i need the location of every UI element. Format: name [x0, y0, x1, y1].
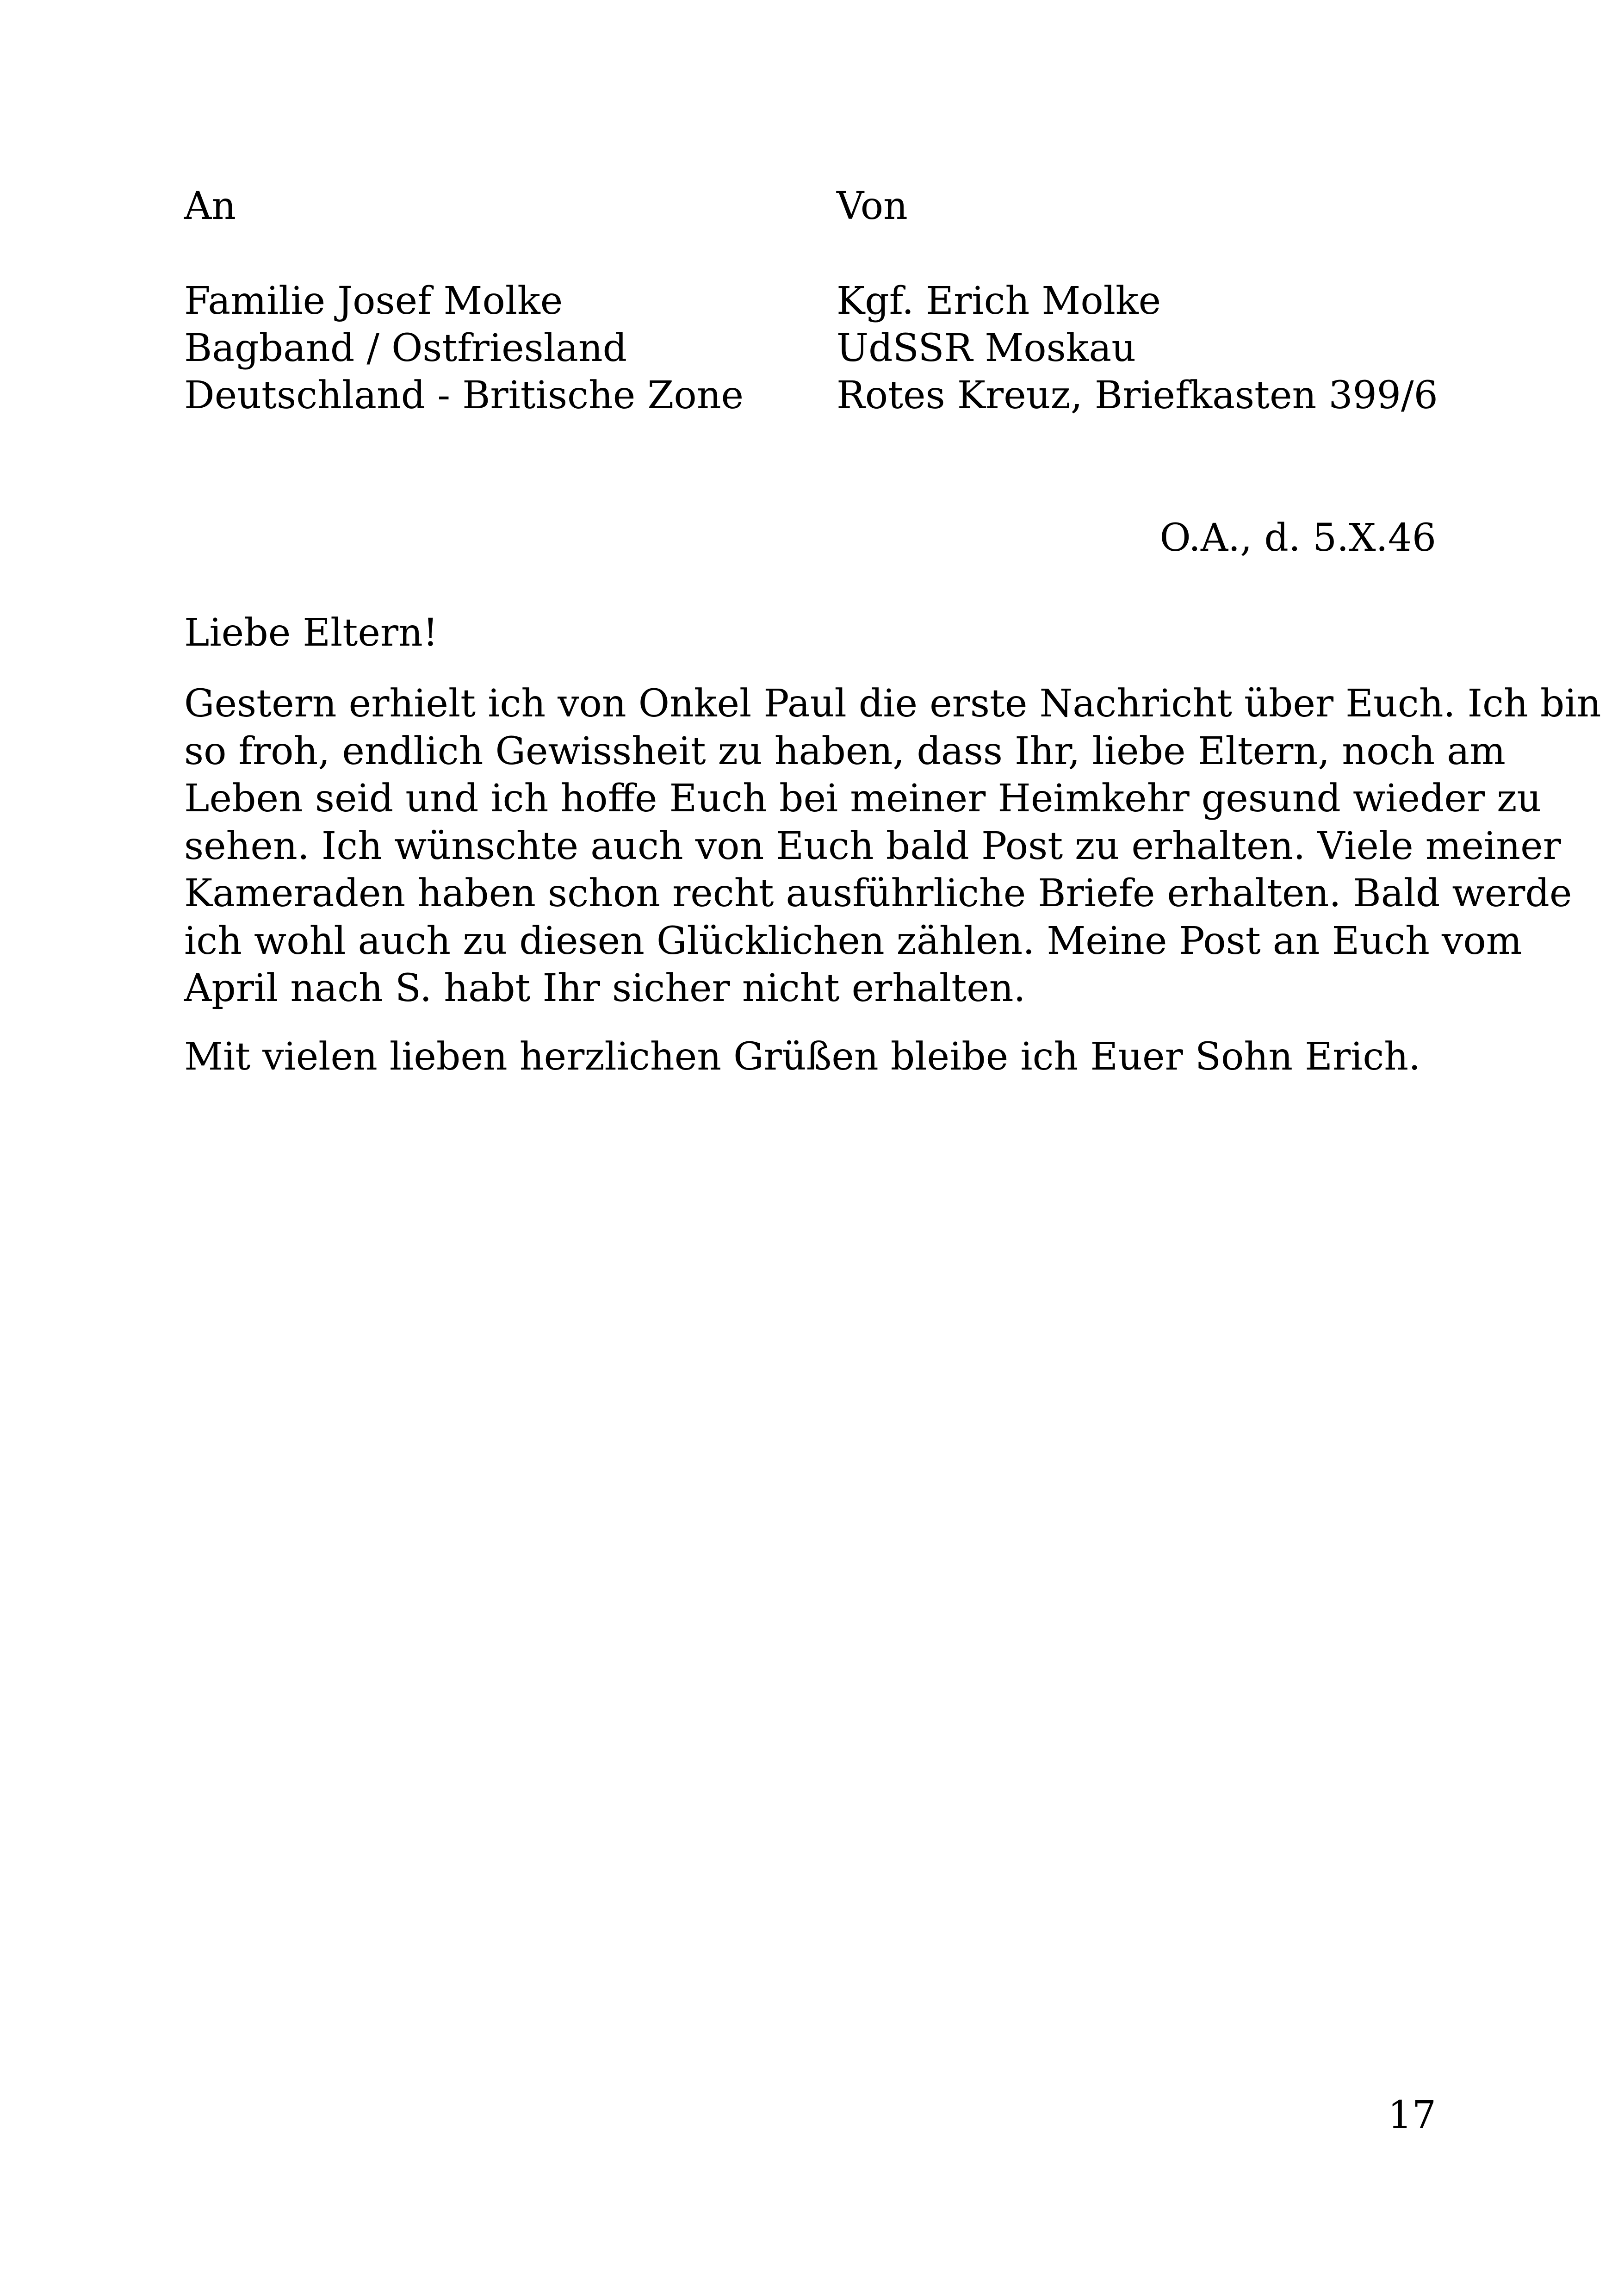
- letter-date: O.A., d. 5.X.46: [1159, 516, 1436, 560]
- recipient-address-line: Bagband / Ostfriesland: [184, 326, 627, 370]
- sender-address-line: Kgf. Erich Molke: [837, 279, 1161, 323]
- body-line: Leben seid und ich hoffe Euch bei meiner Heimkehr gesund wieder zu: [184, 777, 1542, 821]
- sender-address-line: UdSSR Moskau: [837, 326, 1136, 370]
- recipient-heading-text: An: [184, 184, 236, 228]
- body-line: ich wohl auch zu diesen Glücklichen zählen. Meine Post an Euch vom: [184, 919, 1522, 963]
- sender-heading: [837, 183, 908, 230]
- letter-body: [184, 680, 1601, 1013]
- sender-address: [837, 278, 1438, 419]
- recipient-address-line: Deutschland - Britische Zone: [184, 373, 744, 417]
- sender-heading-text: Von: [837, 184, 908, 228]
- body-line: sehen. Ich wünschte auch von Euch bald Post zu erhalten. Viele meiner: [184, 824, 1561, 868]
- page-number: 17: [1388, 2093, 1436, 2137]
- body-line: Gestern erhielt ich von Onkel Paul die erste Nachricht über Euch. Ich bin: [184, 682, 1601, 726]
- letter-closing: Mit vielen lieben herzlichen Grüßen bleibe ich Euer Sohn Erich.: [184, 1035, 1421, 1079]
- body-line: so froh, endlich Gewissheit zu haben, dass Ihr, liebe Eltern, noch am: [184, 729, 1506, 773]
- recipient-heading: [184, 183, 236, 230]
- body-line: Kameraden haben schon recht ausführliche Briefe erhalten. Bald werde: [184, 871, 1572, 915]
- salutation: Liebe Eltern!: [184, 611, 438, 655]
- sender-address-line: Rotes Kreuz, Briefkasten 399/6: [837, 373, 1438, 417]
- recipient-address: [184, 278, 744, 419]
- body-line: April nach S. habt Ihr sicher nicht erhalten.: [184, 966, 1026, 1010]
- recipient-address-line: Familie Josef Molke: [184, 279, 563, 323]
